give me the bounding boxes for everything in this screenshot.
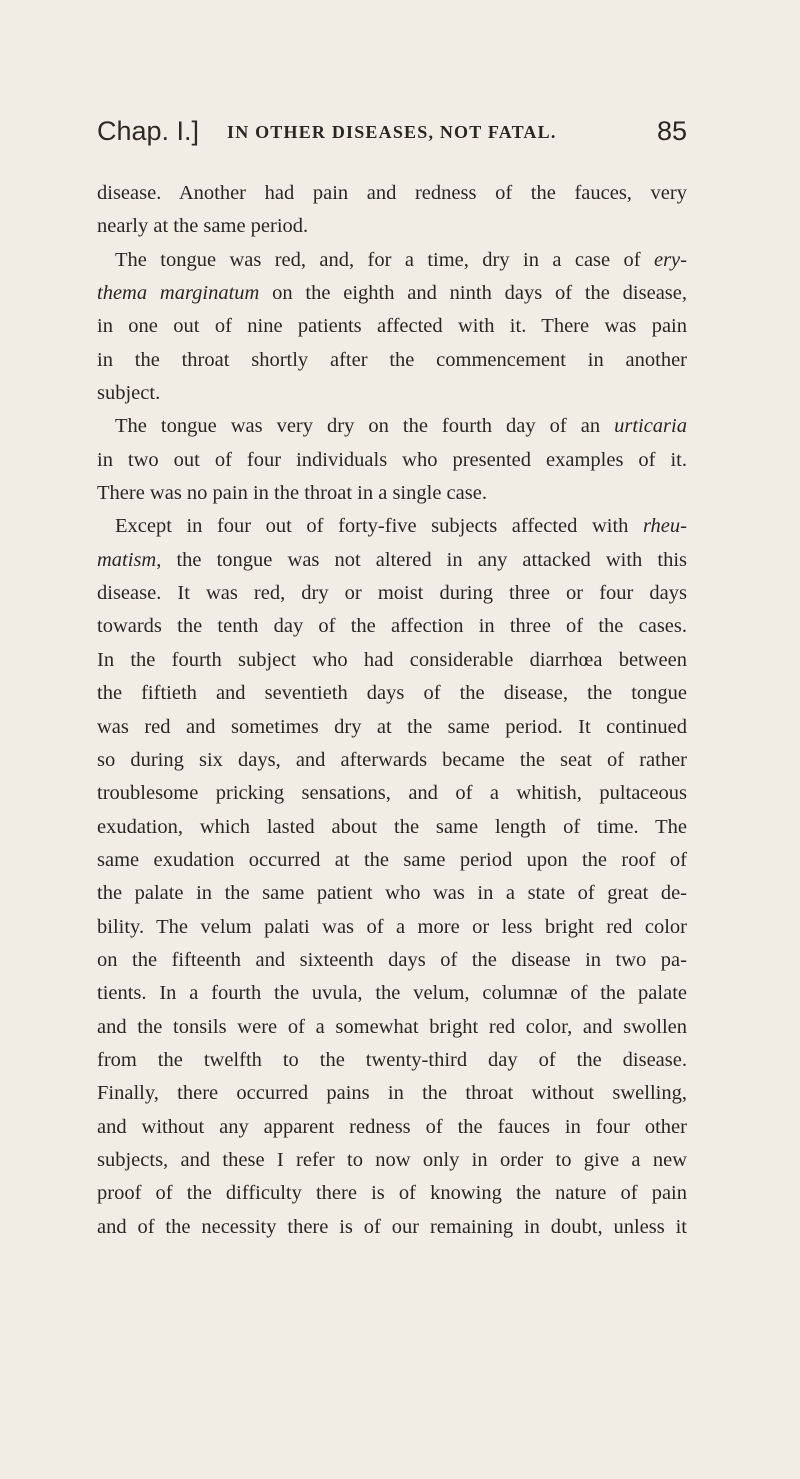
- text-line: tients. In a fourth the uvula, the velum, columnæ of the palate: [97, 982, 687, 1005]
- text-line: subjects, and these I refer to now only in order to give a new: [97, 1148, 687, 1171]
- text-line: was red and sometimes dry at the same period. It continued: [97, 715, 687, 738]
- running-header: [97, 116, 687, 156]
- page-number: 85: [656, 116, 687, 146]
- text-line: towards the tenth day of the affection in three of the cases.: [97, 615, 687, 638]
- text-line: in two out of four individuals who presented examples of it.: [97, 448, 687, 471]
- text-line: In the fourth subject who had considerable diarrhœa between: [97, 648, 687, 671]
- text-line: in one out of nine patients affected with it. There was pain: [97, 315, 687, 338]
- text-line: The tongue was very dry on the fourth day of an urticaria: [115, 415, 687, 438]
- text-line: and without any apparent redness of the fauces in four other: [97, 1115, 687, 1138]
- text-line: thema marginatum on the eighth and ninth days of the disease,: [97, 282, 687, 305]
- text-line: so during six days, and afterwards became the seat of rather: [97, 748, 687, 771]
- text-line: same exudation occurred at the same period upon the roof of: [97, 848, 687, 871]
- text-line: troublesome pricking sensations, and of a whitish, pultaceous: [97, 782, 687, 805]
- text-line: in the throat shortly after the commencement in another: [97, 348, 687, 371]
- body-text: [97, 177, 687, 1244]
- text-line: disease. Another had pain and redness of the fauces, very: [97, 182, 687, 204]
- text-line: matism, the tongue was not altered in any attacked with this: [97, 548, 687, 571]
- running-title: IN OTHER DISEASES, NOT FATAL.: [227, 122, 557, 142]
- text-line: the fiftieth and seventieth days of the disease, the tongue: [97, 682, 687, 705]
- chapter-label: Chap. I.]: [97, 116, 200, 146]
- text-line: the palate in the same patient who was in a state of great de-: [97, 882, 687, 905]
- text-line: and of the necessity there is of our remaining in doubt, unless it: [97, 1215, 687, 1238]
- text-line: exudation, which lasted about the same length of time. The: [97, 815, 687, 838]
- text-line: Finally, there occurred pains in the throat without swelling,: [97, 1082, 687, 1105]
- text-line: Except in four out of forty-five subjects affected with rheu-: [115, 515, 687, 538]
- text-line: and the tonsils were of a somewhat bright red color, and swollen: [97, 1015, 687, 1038]
- text-line: The tongue was red, and, for a time, dry in a case of ery-: [115, 248, 687, 271]
- text-line: proof of the difficulty there is of knowing the nature of pain: [97, 1182, 687, 1205]
- text-line: from the twelfth to the twenty-third day of the disease.: [97, 1048, 687, 1071]
- text-line: bility. The velum palati was of a more or less bright red color: [97, 915, 687, 938]
- text-line: nearly at the same period.: [97, 215, 309, 238]
- text-line: There was no pain in the throat in a single case.: [97, 482, 487, 505]
- text-line: subject.: [97, 382, 161, 405]
- text-line: disease. It was red, dry or moist during three or four days: [97, 582, 687, 605]
- text-line: on the fifteenth and sixteenth days of the disease in two pa-: [97, 948, 687, 971]
